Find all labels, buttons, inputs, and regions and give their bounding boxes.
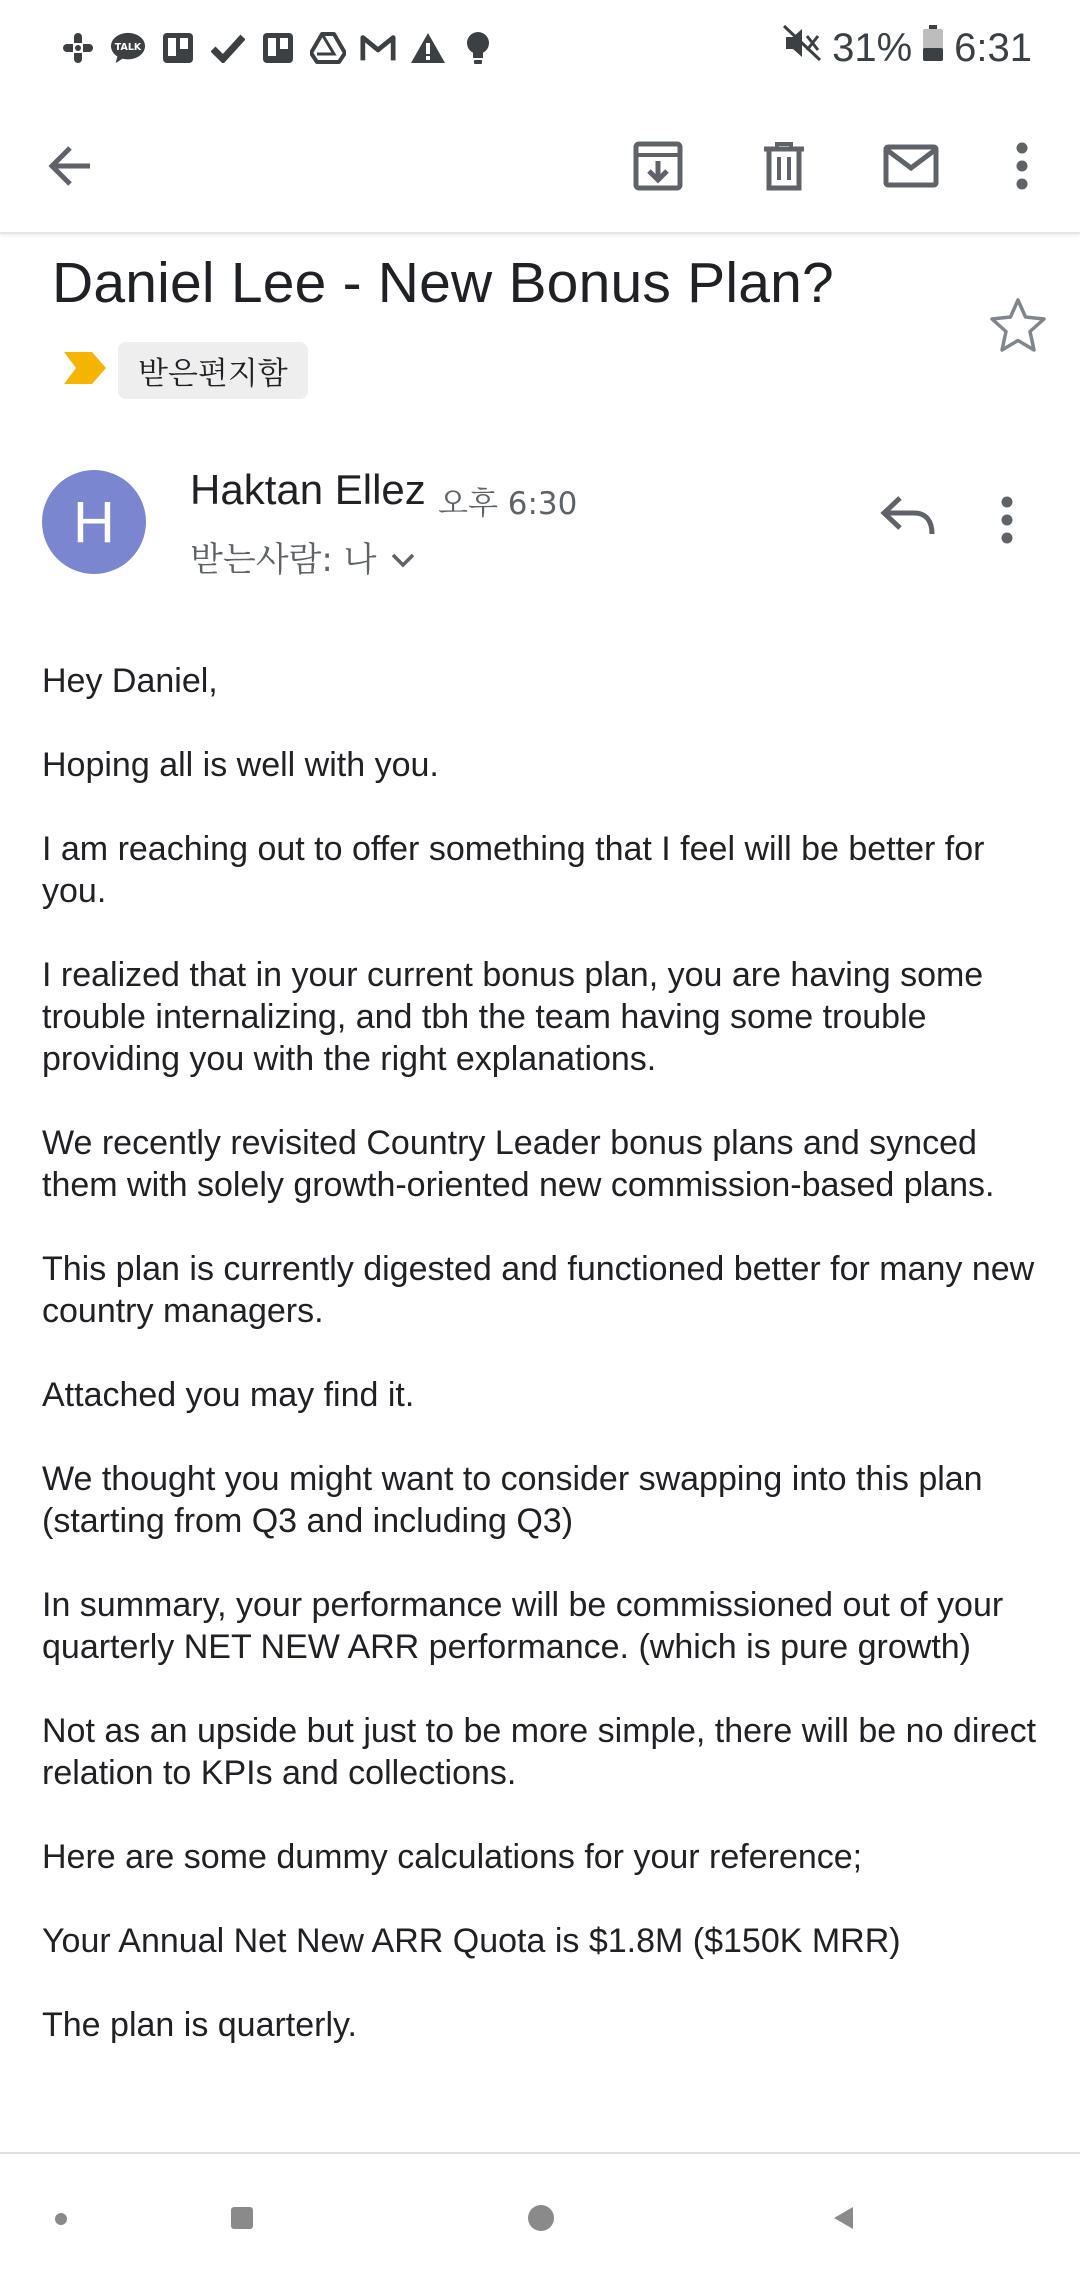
notification-icons — [60, 30, 496, 66]
recipient-details-toggle[interactable] — [190, 532, 416, 581]
sender-avatar[interactable]: H — [42, 470, 146, 574]
body-paragraph: We thought you might want to consider swapping into this plan (starting from Q3 and including Q3) — [42, 1460, 983, 1540]
archive-button[interactable] — [616, 126, 700, 210]
mute-icon — [782, 24, 822, 72]
mail-icon — [883, 144, 939, 193]
body-paragraph: Your Annual Net New ARR Quota is $1.8M ($150K MRR) — [42, 1922, 901, 1960]
back-arrow-icon — [46, 144, 94, 193]
recents-icon[interactable] — [230, 2206, 254, 2235]
battery-percent: 31% — [832, 25, 913, 70]
status-right — [782, 24, 1032, 72]
email-toolbar — [0, 104, 1080, 234]
body-paragraph: Hey Daniel, — [42, 662, 218, 700]
delete-button[interactable] — [742, 126, 826, 210]
bulb-icon — [460, 30, 496, 66]
sent-time: 오후 6:30 — [438, 486, 578, 522]
body-paragraph: Hoping all is well with you. — [42, 746, 439, 784]
inbox-label-chip[interactable]: 받은편지함 — [118, 342, 308, 399]
gmail-icon — [360, 30, 396, 66]
body-paragraph: The plan is quarterly. — [42, 2006, 357, 2044]
star-icon — [988, 341, 1048, 358]
kakaotalk-icon — [110, 30, 146, 66]
sender-name[interactable]: Haktan Ellez — [190, 466, 426, 513]
clock: 6:31 — [954, 25, 1032, 70]
body-paragraph: Here are some dummy calculations for your reference; — [42, 1838, 863, 1876]
back-nav-icon[interactable] — [832, 2206, 854, 2235]
trello-icon — [260, 30, 296, 66]
nav-dot-icon[interactable] — [54, 2212, 68, 2231]
back-button[interactable] — [28, 126, 112, 210]
body-paragraph: Attached you may find it. — [42, 1376, 415, 1414]
home-icon[interactable] — [527, 2204, 555, 2237]
body-paragraph: I am reaching out to offer something that I feel will be better for you. — [42, 830, 985, 910]
more-vert-icon — [1000, 531, 1014, 548]
email-subject: Daniel Lee - New Bonus Plan? — [52, 251, 834, 315]
label-row — [62, 342, 308, 399]
slack-icon — [60, 30, 96, 66]
body-paragraph: In summary, your performance will be commissioned out of your quarterly NET NEW ARR performance. (which is pure growth) — [42, 1586, 1004, 1666]
star-button[interactable] — [988, 296, 1048, 356]
email-body — [42, 660, 1042, 2088]
more-options-button[interactable] — [980, 126, 1064, 210]
archive-icon — [633, 141, 683, 196]
warning-icon — [410, 30, 446, 66]
status-bar — [0, 0, 1080, 104]
body-paragraph: I realized that in your current bonus plan, you are having some trouble internalizing, and tbh the team having some trouble providing you with the right explanations. — [42, 956, 984, 1078]
trello-icon — [160, 30, 196, 66]
body-paragraph: This plan is currently digested and functioned better for many new country managers. — [42, 1250, 1035, 1330]
reply-icon — [880, 523, 936, 540]
battery-icon — [922, 24, 944, 72]
important-marker-icon[interactable] — [62, 350, 108, 391]
more-vert-icon — [1015, 142, 1029, 195]
body-paragraph: Not as an upside but just to be more simple, there will be no direct relation to KPIs and collections. — [42, 1712, 1037, 1792]
drive-icon — [310, 30, 346, 66]
reply-button[interactable] — [880, 494, 952, 554]
mark-unread-button[interactable] — [869, 126, 953, 210]
body-paragraph: We recently revisited Country Leader bonus plans and synced them with solely growth-oriented new commission-based plans. — [42, 1124, 995, 1204]
message-more-button[interactable] — [1000, 496, 1046, 556]
check-icon — [210, 30, 246, 66]
trash-icon — [762, 141, 806, 196]
system-nav-bar — [0, 2152, 1080, 2282]
chevron-down-icon — [390, 537, 416, 577]
recipient-label: 받는사람: 나 — [190, 540, 377, 580]
talk-badge: TALK — [114, 41, 142, 53]
